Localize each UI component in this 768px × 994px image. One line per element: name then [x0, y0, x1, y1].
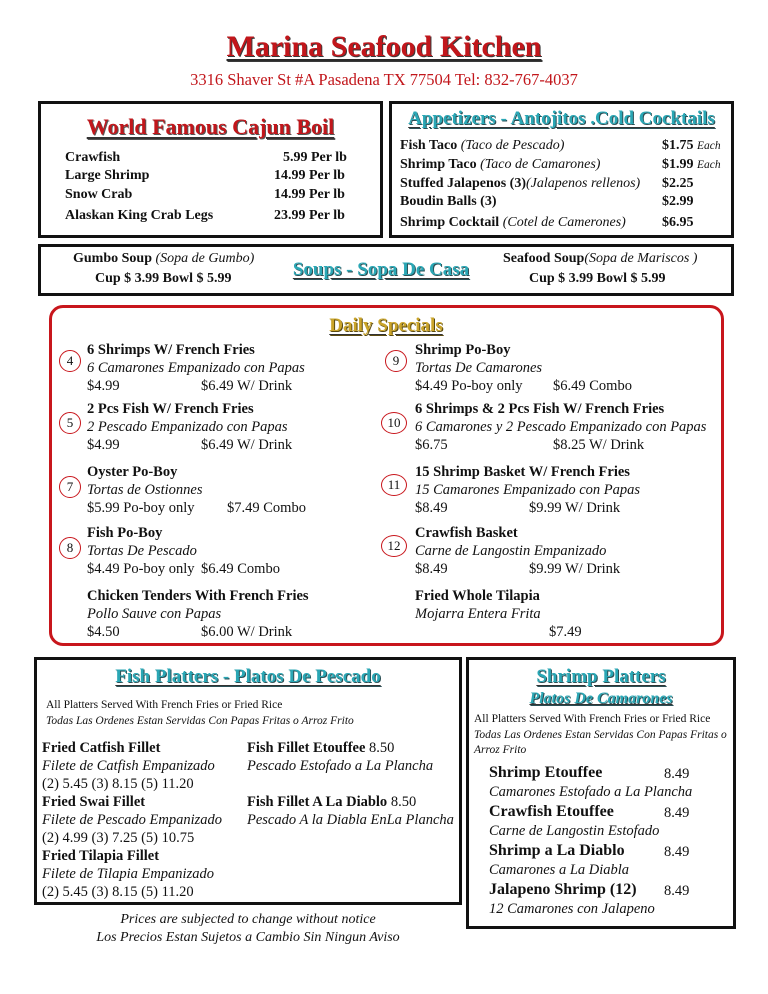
shrimp-platter-price: 8.49: [664, 883, 690, 899]
shrimp-platter-name: Shrimp Etouffee: [489, 764, 603, 781]
special-alt: 2 Pescado Empanizado con Papas: [87, 419, 288, 435]
special-price: $7.49: [549, 624, 582, 640]
soups-title: Soups - Sopa De Casa: [292, 259, 470, 280]
shrimp-platters-subtitle: Platos De Camarones: [529, 690, 673, 707]
appetizers-box: [389, 101, 734, 238]
special-number: 8: [59, 537, 81, 559]
shrimp-platter-alt: Carne de Langostin Estofado: [489, 823, 660, 839]
special-price-drink: $6.49 W/ Drink: [201, 378, 293, 394]
special-number: 12: [381, 535, 407, 557]
special-price: $6.75: [415, 437, 448, 453]
seafood-soup: Seafood Soup(Sopa de Mariscos ): [503, 251, 698, 266]
soups-box: [38, 244, 734, 296]
special-name: Fish Po-Boy: [87, 525, 163, 541]
cajun-boil-box: [38, 101, 383, 238]
fish-platters-note-es: Todas Las Ordenes Estan Servidas Con Papas Fritas o Arroz Frito: [46, 715, 354, 727]
shrimp-platters-box: [466, 657, 736, 929]
shrimp-platters-note-en: All Platters Served With French Fries or Fried Rice: [474, 713, 711, 725]
shrimp-platter-alt: Camarones Estofado a La Plancha: [489, 784, 693, 800]
special-price-drink: $9.99 W/ Drink: [529, 561, 621, 577]
daily-specials-box: [49, 305, 724, 646]
special-number: 4: [59, 350, 81, 372]
fish-platter-name: Fried Catfish Fillet: [42, 740, 161, 756]
fish-platter-prices: (2) 5.45 (3) 8.15 (5) 11.20: [42, 884, 194, 900]
special-price-drink: $8.25 W/ Drink: [553, 437, 645, 453]
fish-platters-box: [34, 657, 462, 905]
special-name: 6 Shrimps & 2 Pcs Fish W/ French Fries: [415, 401, 665, 417]
price-notice-es: Los Precios Estan Sujetos a Cambio Sin Ningun Aviso: [96, 930, 400, 945]
special-name: Fried Whole Tilapia: [415, 588, 540, 604]
shrimp-platters-title: Shrimp Platters: [536, 666, 666, 687]
shrimp-platter-alt: 12 Camarones con Jalapeno: [489, 901, 655, 917]
appetizer-price: $2.25: [662, 176, 694, 191]
fish-platter-alt: Pescado Estofado a La Plancha: [247, 758, 434, 774]
special-alt: Tortas de Ostionnes: [87, 482, 203, 498]
special-price-drink: $6.49 W/ Drink: [201, 437, 293, 453]
restaurant-title: Marina Seafood Kitchen: [226, 30, 542, 63]
special-alt: 15 Camarones Empanizado con Papas: [415, 482, 641, 498]
special-number: 9: [385, 350, 407, 372]
appetizer-item: Boudin Balls (3): [400, 194, 497, 209]
cajun-item-price: 14.99 Per lb: [274, 168, 345, 183]
cajun-item-name: Crawfish: [65, 150, 121, 165]
special-price-combo: $7.49 Combo: [227, 500, 306, 516]
price-notice-en: Prices are subjected to change without notice: [120, 912, 376, 927]
shrimp-platter-name: Jalapeno Shrimp (12): [489, 881, 637, 898]
special-alt: 6 Camarones y 2 Pescado Empanizado con Papas: [415, 419, 707, 435]
cajun-item-price: 5.99 Per lb: [283, 150, 347, 165]
shrimp-platter-alt: Camarones a La Diabla: [489, 862, 630, 878]
special-price: $8.49: [415, 561, 448, 577]
special-alt: Carne de Langostin Empanizado: [415, 543, 607, 559]
special-price: $8.49: [415, 500, 448, 516]
special-number: 10: [381, 412, 407, 434]
shrimp-platter-name: Shrimp a La Diablo: [489, 842, 625, 859]
fish-platter-alt: Pescado A la Diabla EnLa Plancha: [247, 812, 454, 828]
special-name: 15 Shrimp Basket W/ French Fries: [415, 464, 630, 480]
shrimp-platter-price: 8.49: [664, 844, 690, 860]
shrimp-platter-price: 8.49: [664, 805, 690, 821]
special-alt: Tortas De Camarones: [415, 360, 543, 376]
special-alt: Mojarra Entera Frita: [415, 606, 541, 622]
special-price-combo: $6.49 Combo: [553, 378, 632, 394]
cajun-item-name: Snow Crab: [65, 187, 133, 202]
gumbo-soup: Gumbo Soup (Sopa de Gumbo): [73, 251, 255, 266]
fish-platter-name: Fried Swai Fillet: [42, 794, 146, 810]
special-price: $4.99: [87, 378, 120, 394]
appetizer-price: $1.99 Each: [662, 157, 721, 172]
special-name: 6 Shrimps W/ French Fries: [87, 342, 255, 358]
special-number: 11: [381, 474, 407, 496]
fish-platter-name: Fried Tilapia Fillet: [42, 848, 160, 864]
fish-platters-title: Fish Platters - Platos De Pescado: [115, 666, 381, 687]
appetizer-item: Shrimp Cocktail (Cotel de Camerones): [400, 215, 626, 230]
cajun-item-price: 23.99 Per lb: [274, 208, 345, 223]
appetizers-title: Appetizers - Antojitos .Cold Cocktails: [408, 108, 715, 129]
shrimp-platter-name: Crawfish Etouffee: [489, 803, 614, 820]
special-alt: 6 Camarones Empanizado con Papas: [87, 360, 305, 376]
shrimp-platter-price: 8.49: [664, 766, 690, 782]
special-price: $4.49 Po-boy only: [415, 378, 523, 394]
appetizer-item: Fish Taco (Taco de Pescado): [400, 138, 565, 153]
special-name: 2 Pcs Fish W/ French Fries: [87, 401, 254, 417]
appetizer-price: $2.99: [662, 194, 694, 209]
appetizer-price: $1.75 Each: [662, 138, 721, 153]
gumbo-prices: Cup $ 3.99 Bowl $ 5.99: [95, 271, 232, 286]
special-alt: Tortas De Pescado: [87, 543, 197, 559]
special-price-drink: $6.00 W/ Drink: [201, 624, 293, 640]
seafood-prices: Cup $ 3.99 Bowl $ 5.99: [529, 271, 666, 286]
cajun-item-price: 14.99 Per lb: [274, 187, 345, 202]
fish-platter-name: Fish Fillet Etouffee 8.50: [247, 740, 395, 756]
special-price: $4.50: [87, 624, 120, 640]
appetizer-item: Shrimp Taco (Taco de Camarones): [400, 157, 601, 172]
fish-platter-prices: (2) 5.45 (3) 8.15 (5) 11.20: [42, 776, 194, 792]
special-price: $4.99: [87, 437, 120, 453]
special-price-combo: $6.49 Combo: [201, 561, 280, 577]
daily-specials-title: Daily Specials: [329, 315, 443, 336]
cajun-item-name: Large Shrimp: [65, 168, 150, 183]
fish-platter-alt: Filete de Catfish Empanizado: [42, 758, 215, 774]
special-name: Crawfish Basket: [415, 525, 518, 541]
special-price: $5.99 Po-boy only: [87, 500, 195, 516]
fish-platter-name: Fish Fillet A La Diablo 8.50: [247, 794, 417, 810]
cajun-item-name: Alaskan King Crab Legs: [65, 208, 214, 223]
special-alt: Pollo Sauve con Papas: [87, 606, 222, 622]
special-price: $4.49 Po-boy only: [87, 561, 195, 577]
appetizer-price: $6.95: [662, 215, 694, 230]
special-name: Oyster Po-Boy: [87, 464, 178, 480]
fish-platter-prices: (2) 4.99 (3) 7.25 (5) 10.75: [42, 830, 195, 846]
fish-platter-alt: Filete de Tilapia Empanizado: [42, 866, 214, 882]
special-number: 7: [59, 476, 81, 498]
appetizer-item: Stuffed Jalapenos (3)(Jalapenos rellenos): [400, 176, 641, 191]
special-name: Shrimp Po-Boy: [415, 342, 511, 358]
special-name: Chicken Tenders With French Fries: [87, 588, 309, 604]
shrimp-platters-note-es: Todas Las Ordenes Estan Servidas Con Papas Fritas o Arroz Frito: [474, 729, 727, 756]
special-number: 5: [59, 412, 81, 434]
cajun-boil-title: World Famous Cajun Boil: [86, 114, 335, 139]
special-price-drink: $9.99 W/ Drink: [529, 500, 621, 516]
fish-platter-alt: Filete de Pescado Empanizado: [42, 812, 222, 828]
restaurant-address: 3316 Shaver St #A Pasadena TX 77504 Tel: 832-767-4037: [190, 70, 578, 89]
fish-platters-note-en: All Platters Served With French Fries or Fried Rice: [46, 699, 283, 711]
